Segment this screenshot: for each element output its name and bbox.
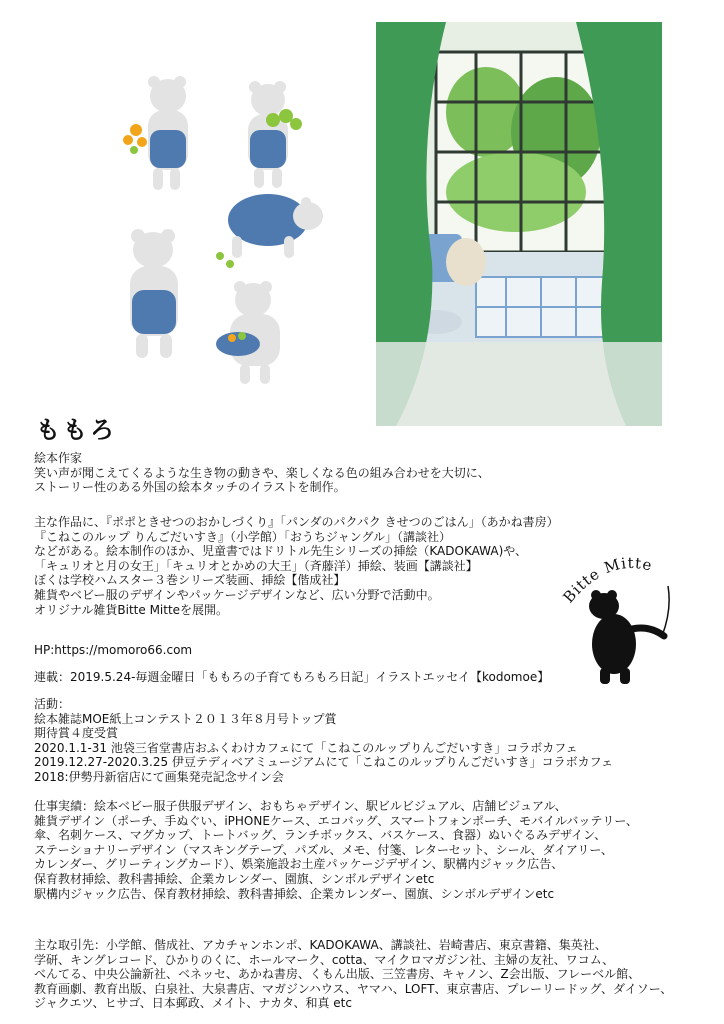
serial-section	[34, 670, 674, 685]
window-illustration	[376, 22, 662, 426]
bear-leaves	[248, 81, 302, 188]
clients-line: べんてる、中央公論新社、ベネッセ、あかね書房、くもん出版、三笠書房、キャノン、Z会出版、フレーベル館、	[34, 967, 641, 982]
jobs-line: 仕事実績：絵本ベビー服子供服デザイン、おもちゃデザイン、駅ビルビジュアル、店舗ビジュアル、	[34, 799, 567, 813]
bear-basket	[216, 281, 280, 384]
clients-line: ジャクエツ、ヒサゴ、日本郵政、メイト、ナカタ、和真 etc	[34, 996, 352, 1011]
profile-line: ストーリー性のある外国の絵本タッチのイラストを制作。	[34, 480, 346, 495]
clients-line: 主な取引先：小学館、偕成社、アカチャンホンポ、KADOKAWA、講談社、岩崎書店、東京書籍、集英社、	[34, 938, 607, 952]
activity-line: 活動：	[34, 697, 71, 711]
bear-bending	[216, 194, 323, 268]
clients-line: 学研、キングレコード、ひかりのくに、ホールマーク、cotta、マイクロマガジン社、主婦の友社、ワコム、	[34, 952, 615, 967]
jobs-line: 傘、名刺ケース、マグカップ、トートバッグ、ランチボックス、バスケース、食器）ぬいぐるみデザイン、	[34, 828, 607, 843]
activity-line: 2018:伊勢丹新宿店にて画集発売記念サイン会	[34, 769, 284, 784]
serial-line: 連載：2019.5.24-毎週金曜日「ももろの子育てもろもろ日記」イラストエッセイ【kodomoe】	[34, 670, 550, 684]
works-line: 雑貨やベビー服のデザインやパッケージデザインなど、広い分野で活動中。	[34, 587, 440, 602]
activity-line: 2020.1.1-31 池袋三省堂書店おふくわけカフェにて「こねこのルップりんごだいすき」コラボカフェ	[34, 740, 578, 755]
artist-name: ももろ	[36, 416, 117, 444]
works-line: オリジナル雑貨Bitte Mitteを展開。	[34, 602, 229, 617]
jobs-line: ステーショナリーデザイン（マスキングテープ、パズル、メモ、付箋、レターセット、シール、ダイアリー、	[34, 842, 613, 857]
works-line: ぼくは学校ハムスター３巻シリーズ装画、挿絵【偕成社】	[34, 573, 346, 588]
clients-line: 教育画劇、教育出版、白泉社、大泉書店、マガジンハウス、ヤマハ、LOFT、東京書店、プレーリードッグ、ダイソー、	[34, 981, 673, 996]
profile-line: 絵本作家	[34, 451, 83, 465]
activity-line: 期待賞４度受賞	[34, 726, 119, 741]
jobs-line: カレンダー、グリーティングカード）、娯楽施設お土産パッケージデザイン、駅構内ジャック広告、	[34, 857, 564, 872]
homepage-section	[34, 643, 674, 658]
jobs-line: 雑貨デザイン（ポーチ、手ぬぐい、iPHONEケース、エコバッグ、スマートフォンポーチ、モバイルバッテリー、	[34, 813, 638, 828]
bear-flowers	[123, 76, 188, 190]
bear-standing	[130, 229, 178, 358]
jobs-line: 駅構内ジャック広告、保育教材挿絵、教科書挿絵、企業カレンダー、園旗、シンボルデザインetc	[34, 886, 555, 901]
works-line: 「キュリオと月の女王」「キュリオとかめの大王」（斉藤洋）挿絵、装画【講談社】	[34, 558, 478, 573]
clients-section	[34, 938, 674, 1011]
activity-section	[34, 697, 674, 785]
homepage-link[interactable]: HP:https://momoro66.com	[34, 643, 193, 657]
activity-line: 2019.12.27-2020.3.25 伊豆テディベアミュージアムにて「こねこのルップりんごだいすき」コラボカフェ	[34, 755, 614, 770]
works-line: 『こねこのルップ りんごだいすき』（小学館）「おうちジャングル」（講談社）	[34, 529, 451, 544]
jobs-line: 保育教材挿絵、教科書挿絵、企業カレンダー、園旗、シンボルデザインetc	[34, 871, 435, 886]
works-line: 主な作品に、『ポポときせつのおかしづくり』「パンダのパクパク きせつのごはん」（あかね書房）	[34, 515, 559, 529]
profile-section	[34, 451, 674, 495]
works-section	[34, 515, 674, 617]
activity-line: 絵本雑誌MOE紙上コンテスト２０１３年８月号トップ賞	[34, 711, 337, 726]
logo-text: Bitte Mitte	[560, 553, 655, 607]
jobs-section	[34, 799, 674, 901]
profile-line: 笑い声が聞こえてくるような生き物の動きや、楽しくなる色の組み合わせを大切に、	[34, 465, 490, 480]
works-line: などがある。絵本制作のほか、児童書ではドリトル先生シリーズの挿絵（KADOKAWA)や、	[34, 544, 528, 559]
bears-illustration	[108, 60, 338, 390]
